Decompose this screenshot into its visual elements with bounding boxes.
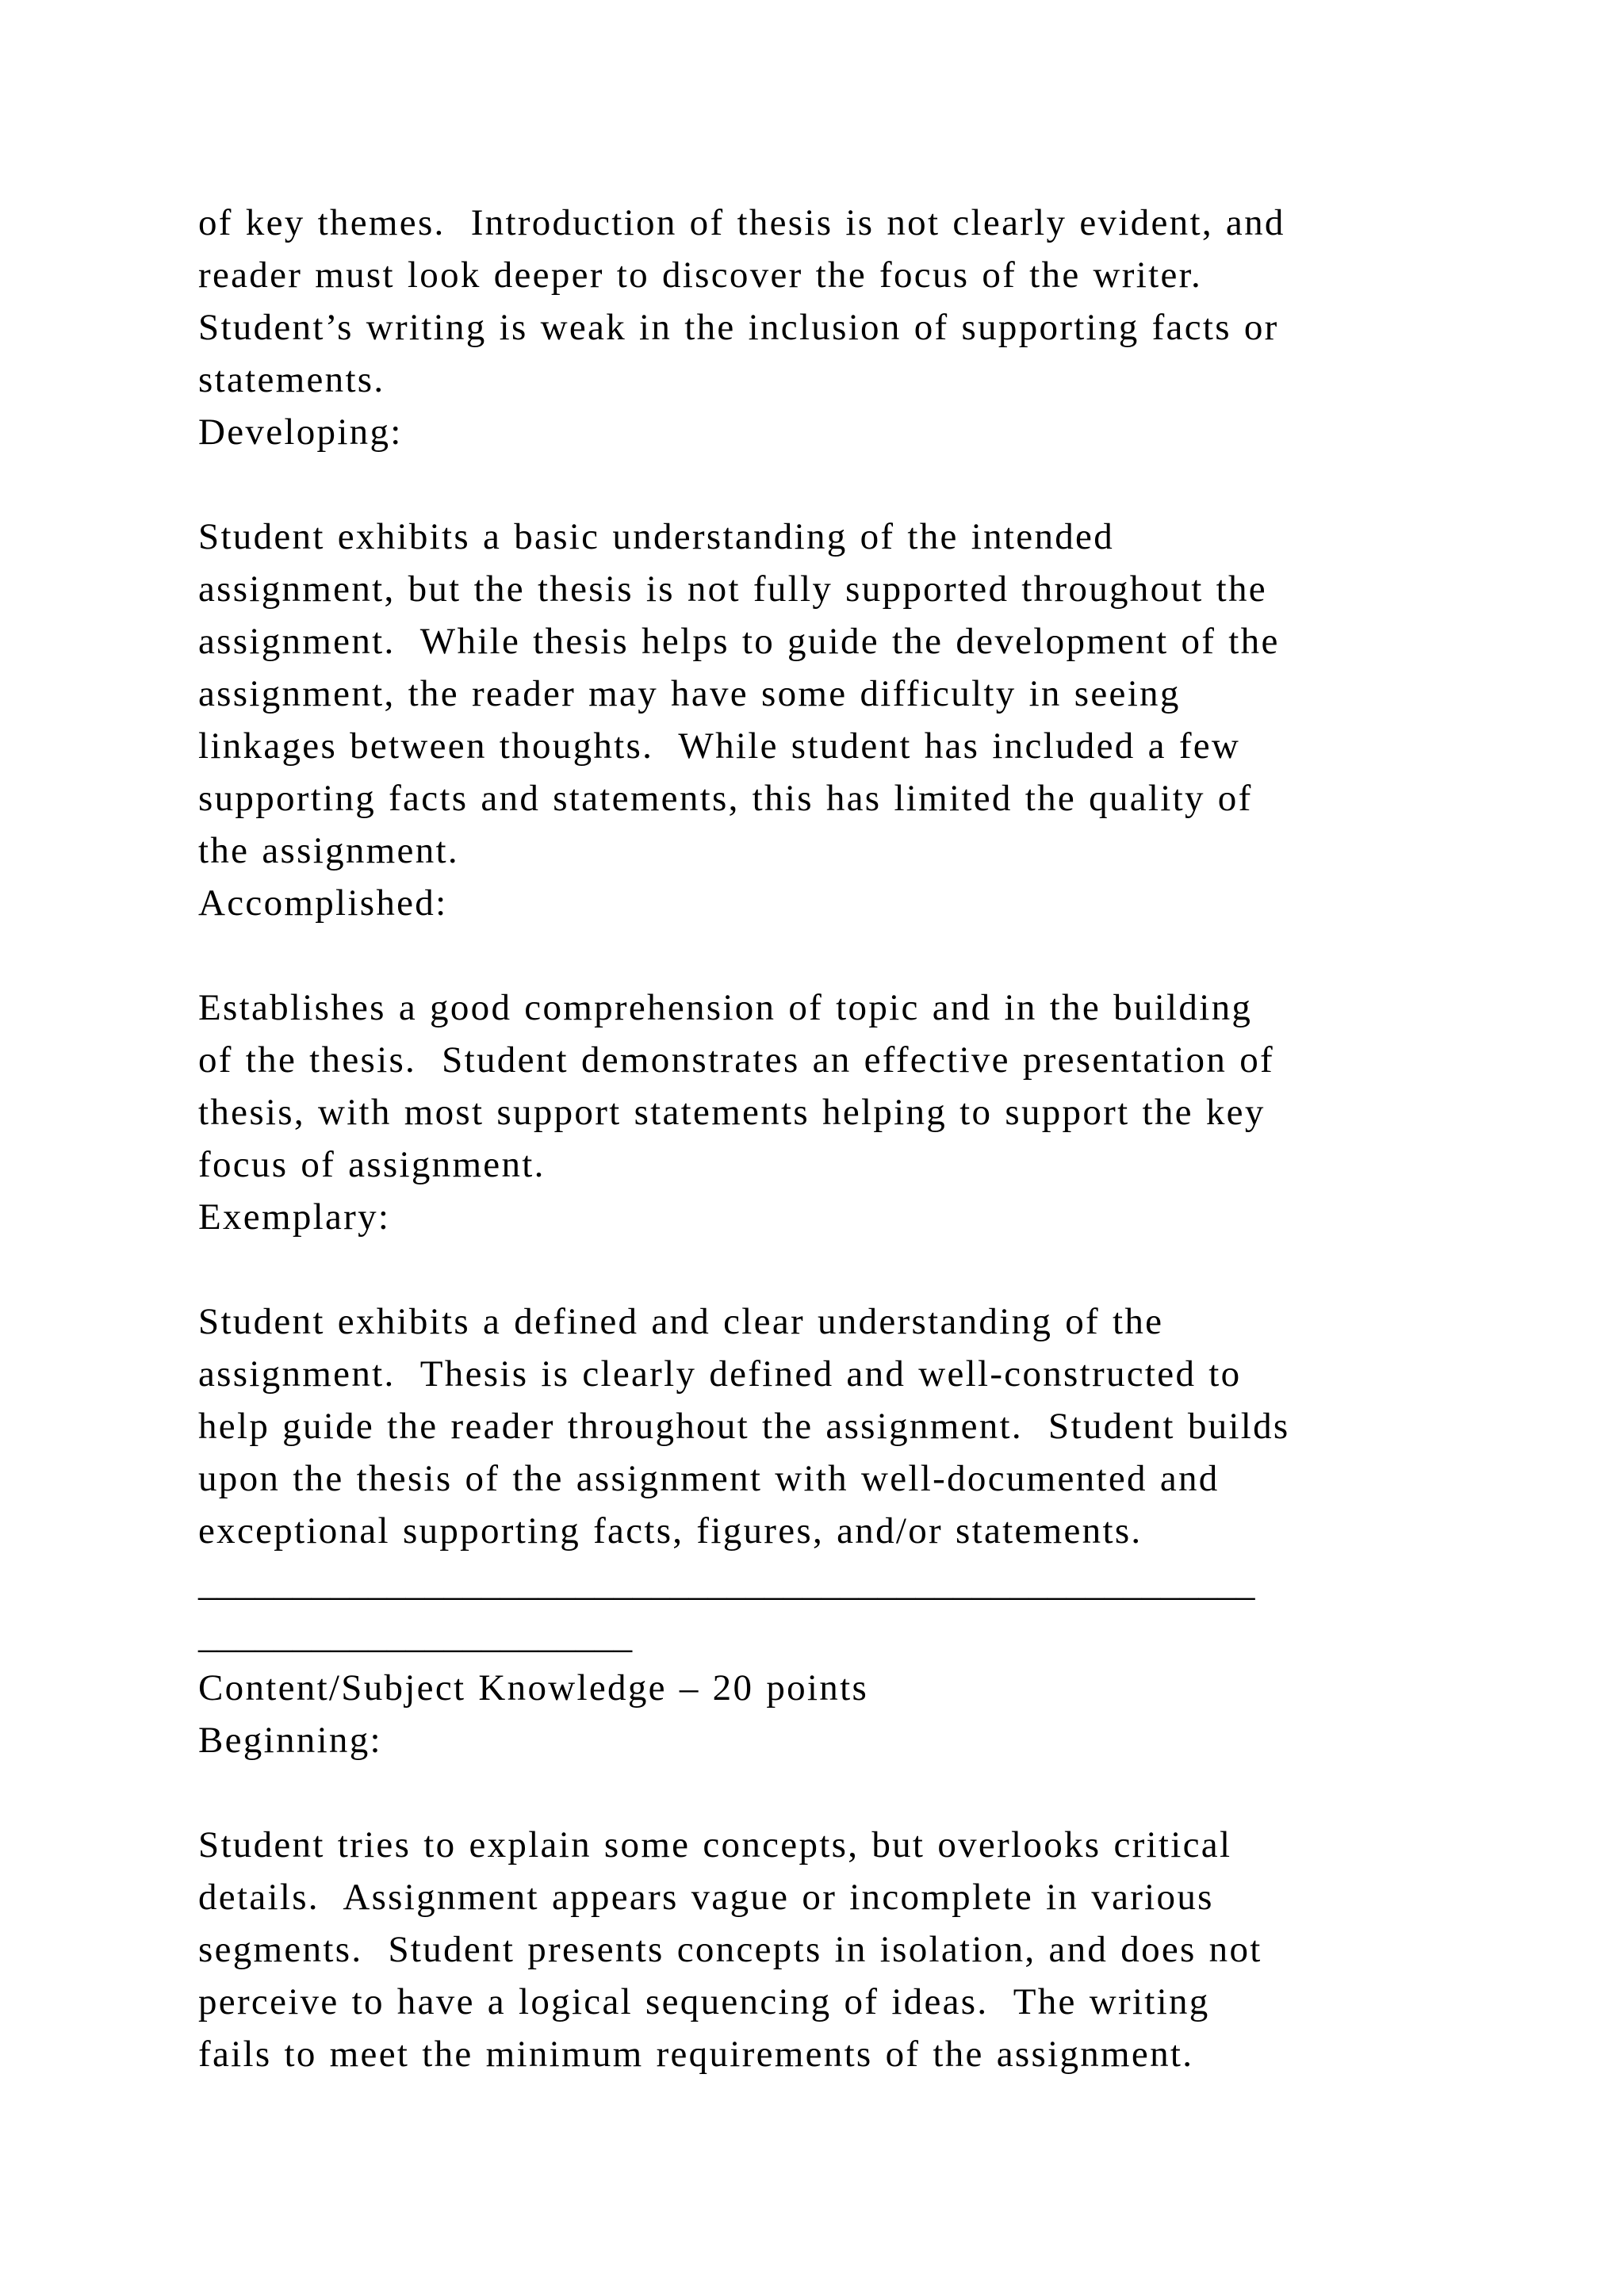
text-line: fails to meet the minimum requirements of the assignment.: [198, 2034, 1194, 2075]
blank-line: [198, 1766, 1515, 1819]
text-line: supporting facts and statements, this has limited the quality of: [198, 778, 1253, 819]
document-body: [198, 197, 1515, 2080]
text-line: thesis, with most support statements helping to support the key: [198, 1092, 1266, 1133]
text-line: of the thesis. Student demonstrates an effective presentation of: [198, 1039, 1274, 1081]
text-line: assignment, but the thesis is not fully supported throughout the: [198, 568, 1267, 610]
text-line: assignment, the reader may have some difficulty in seeing: [198, 673, 1181, 714]
rubric-level-heading: Exemplary:: [198, 1196, 391, 1238]
text-line: of key themes. Introduction of thesis is not clearly evident, and: [198, 202, 1285, 243]
text-line: perceive to have a logical sequencing of ideas. The writing: [198, 1981, 1210, 2022]
text-line: the assignment.: [198, 830, 459, 871]
text-line: statements.: [198, 359, 385, 400]
text-line: Student’s writing is weak in the inclusion of supporting facts or: [198, 307, 1279, 348]
text-line: assignment. Thesis is clearly defined and well-constructed to: [198, 1353, 1242, 1395]
rubric-level-heading: Accomplished:: [198, 882, 448, 924]
blank-line: [198, 1243, 1515, 1295]
rubric-level-heading: Beginning:: [198, 1720, 382, 1761]
text-line: reader must look deeper to discover the focus of the writer.: [198, 254, 1203, 296]
text-line: upon the thesis of the assignment with well-documented and: [198, 1458, 1220, 1499]
text-line: Student exhibits a defined and clear understanding of the: [198, 1301, 1164, 1342]
text-line: linkages between thoughts. While student has included a few: [198, 725, 1241, 767]
text-line: assignment. While thesis helps to guide the development of the: [198, 621, 1280, 662]
text-line: details. Assignment appears vague or incomplete in various: [198, 1877, 1214, 1918]
text-line: segments. Student presents concepts in isolation, and does not: [198, 1929, 1262, 1970]
text-line: exceptional supporting facts, figures, and/or statements.: [198, 1510, 1143, 1552]
blank-line: [198, 929, 1515, 982]
text-line: Student exhibits a basic understanding of the intended: [198, 516, 1115, 557]
text-line: focus of assignment.: [198, 1144, 546, 1185]
separator-rule: _______________________: [198, 1615, 633, 1656]
text-line: Establishes a good comprehension of topic and in the building: [198, 987, 1253, 1028]
rubric-level-heading: Developing:: [198, 411, 403, 453]
text-line: Student tries to explain some concepts, but overlooks critical: [198, 1824, 1232, 1866]
section-heading: Content/Subject Knowledge – 20 points: [198, 1667, 869, 1709]
separator-rule: ________________________________________________________: [198, 1563, 1255, 1604]
blank-line: [198, 458, 1515, 511]
text-line: help guide the reader throughout the assignment. Student builds: [198, 1406, 1290, 1447]
